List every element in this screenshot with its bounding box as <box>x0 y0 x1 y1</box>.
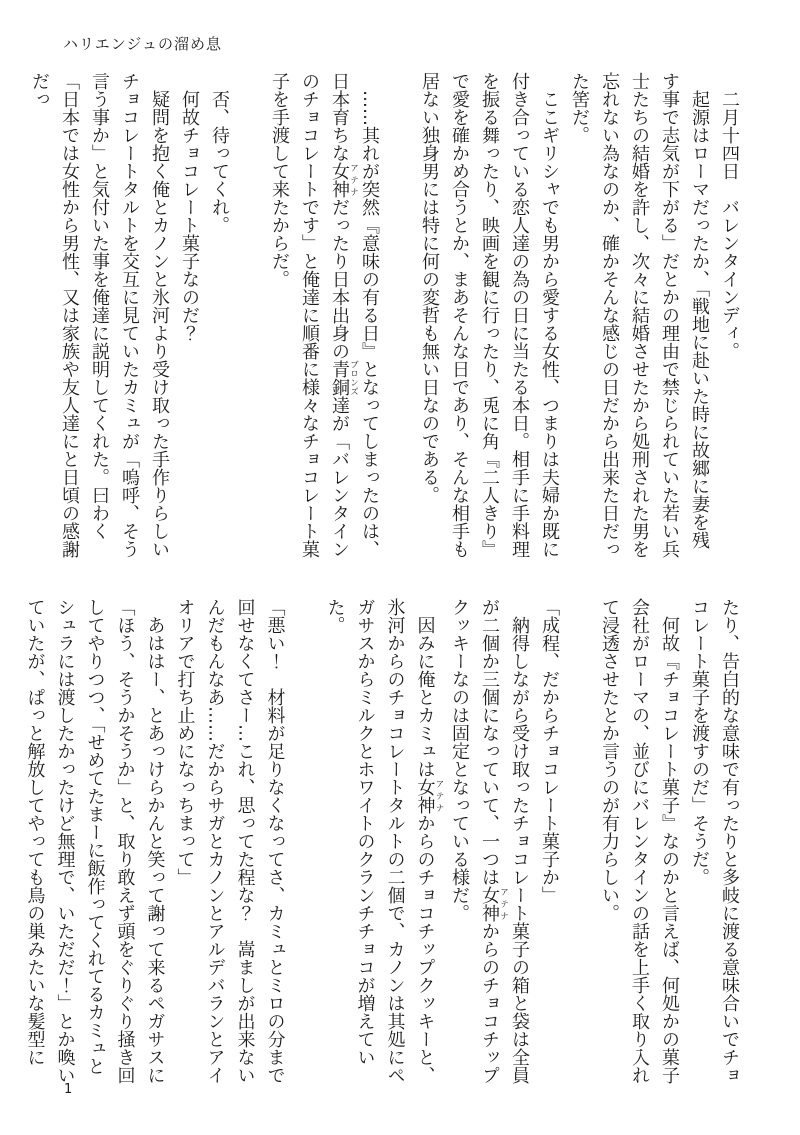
paragraph: 「成程、だからチョコレート菓子か」 <box>539 598 560 904</box>
story-title: ハリエンジュの溜め息 <box>63 35 223 53</box>
page-number: 1 <box>64 1082 73 1097</box>
ruby-annotation: 女神アテナ <box>329 162 359 198</box>
paragraph: 何故『チョコレート菓子』なのかと言えば、何処かの菓子会社がローマの、並びにバレンタインの話を上手く取り入れて浸透させたとか言うのが有力らしい。 <box>599 598 680 1084</box>
paragraph: 二月十四日 バレンタインディ。 <box>719 72 740 360</box>
paragraph: 何故チョコレート菓子なのだ？ <box>179 72 200 342</box>
paragraph <box>564 598 594 1090</box>
paragraph: ここギリシャでも男から愛する女性、つまりは夫婦か既に付き合っている恋人達の為の日に当たる本日。相手に手料理を振る舞ったり、映画を観に行ったり、兎に角『二人きり』で愛を確かめ合うとか、まあそんな日であり、そんな相手も居ない独身男には特に何の変哲も無い日なのである。 <box>419 72 560 558</box>
paragraph <box>384 72 414 564</box>
paragraph <box>290 598 320 1090</box>
paragraph: 「悪い！ 材料が足りなくなってさ、カミュとミロの分まで回せなくてさー…これ、思ってた程な？ 嵩ましが出来ないんだもんなあ……だからサガとカノンとアルデバランとアイオリアで打ち止めになっちまって」 <box>174 598 286 1084</box>
paragraph <box>234 72 264 564</box>
text-block-lower <box>20 598 745 1090</box>
ruby-annotation: 女神アテナ <box>479 886 509 922</box>
ruby-annotation: 女神アテナ <box>414 778 444 814</box>
paragraph: ……其れが突然『意味の有る日』となってしまったのは、日本育ちな女神アテナだったり日本出身の青銅ブロンズ達が「バレンタインのチョコレートです」と俺達に順番に様々なチョコレート菓子を手渡して来たからだ。 <box>269 72 380 558</box>
paragraph: 否、待ってくれ。 <box>209 72 230 234</box>
paragraph: 因みに俺とカミュは女神アテナからのチョコチップクッキーと、氷河からのチョコレートタルトの二個で、カノンは其処にペガサスからミルクとホワイトのクランチチョコが増えていた。 <box>324 598 444 1084</box>
paragraph: 納得しながら受け取ったチョコレート菓子の箱と袋は全員が二個か三個になっていて、一つは女神アテナからのチョコチップクッキーなのは固定となっている様だ。 <box>449 598 530 1084</box>
paragraph: あははー、とあっけらかんと笑って謝って来るペガサスに「ほう、そうかそうか」と、取り敢えず頭をぐりぐり掻き回してやりつつ、「せめてたまーに飯作ってくれてるカミュとシュラには渡したかったけど無理で、いただだ！」とか喚いていたが、ぱっと解放してやっても鳥の巣みたいな髪型に <box>24 598 166 1084</box>
ruby-annotation: 青銅ブロンズ <box>329 360 359 396</box>
paragraph: 起源はローマだったか、「戦地に赴いた時に故郷に妻を残す事で志気が下がる」だとかの理由で禁じられていた若い兵士たちの結婚を許し、次々に結婚させたから処刑された男を忘れない為なのか、確かそんな感じの日だから出来た日だった筈だ。 <box>569 72 710 558</box>
paragraph: たり、告白的な意味で有ったりと多岐に渡る意味合いでチョコレート菓子を渡すのだ」そうだ。 <box>689 598 740 1084</box>
paragraph: 疑問を抱く俺とカノンと氷河より受け取った手作りらしいチョコレートタルトを交互に見ていたカミュが「嗚呼、そう言う事か」と気付いた事を俺達に説明してくれた。曰わく「日本では女性から男性、又は家族や友人達にと日頃の感謝だっ <box>29 72 170 558</box>
text-block-upper <box>24 72 744 564</box>
